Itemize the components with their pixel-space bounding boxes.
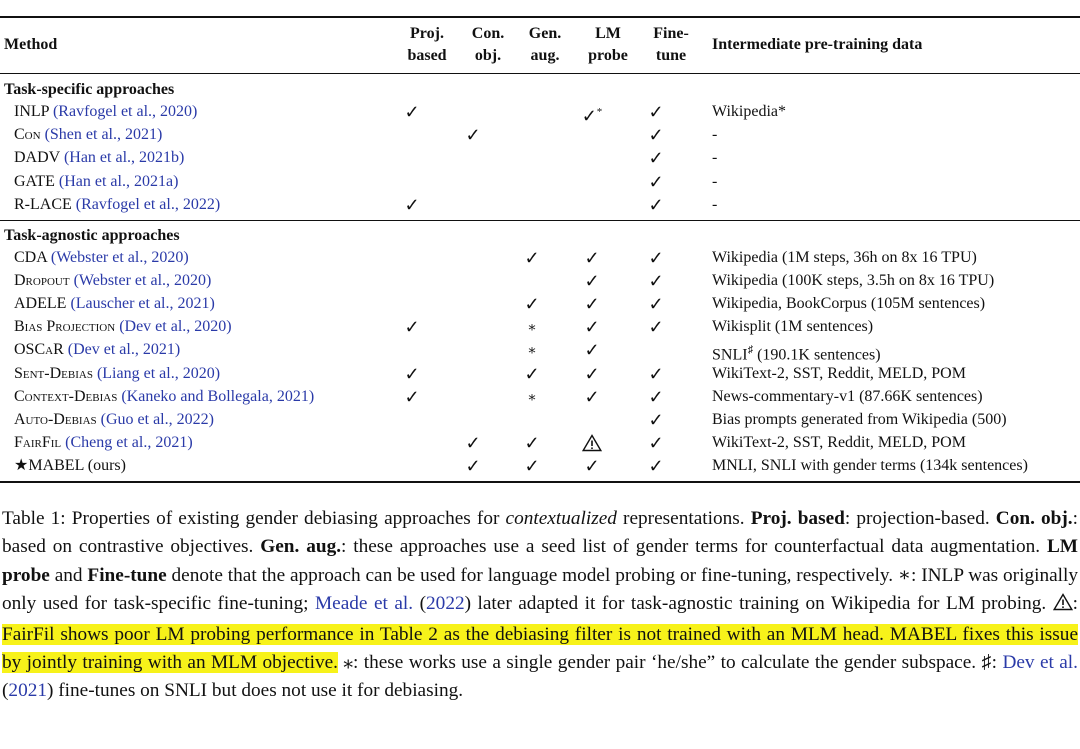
header-lm-probe: LM probe <box>588 25 628 64</box>
caption-text: Table 1: Properties of existing gender debiasing approaches for <box>2 508 506 529</box>
table-row-method <box>14 456 126 476</box>
check-mark: ✓ <box>648 148 664 169</box>
table-row-data: Wikipedia (100K steps, 3.5h on 8x 16 TPU) <box>712 272 995 290</box>
caption-citation-link[interactable]: Dev et al. <box>1002 652 1078 674</box>
caption-text: : <box>1072 593 1079 615</box>
caption-text: ⁎: these works use a single gender pair ‘he/she” to calculate the gender subspace. ♯: <box>337 652 1003 674</box>
method-name: Auto-Debias <box>14 410 97 428</box>
caption-citation-link[interactable]: Meade et al. <box>315 593 414 615</box>
warning-triangle-icon <box>1053 592 1073 620</box>
check-mark: ✓ <box>404 386 420 407</box>
table-row-method <box>14 387 314 407</box>
caption-term: Fine-tune <box>87 564 167 586</box>
table-caption <box>2 505 1078 706</box>
table-row-data: - <box>712 149 718 167</box>
check-mark: ✓ <box>648 248 664 268</box>
method-citation-link[interactable]: (Liang et al., 2020) <box>92 364 221 382</box>
check-mark: ✓ <box>524 363 540 384</box>
caption-text: ( <box>413 593 427 615</box>
method-citation-link[interactable]: (Guo et al., 2022) <box>96 410 214 428</box>
method-name: DADV <box>14 149 60 167</box>
method-citation-link[interactable]: (Han et al., 2021a) <box>54 172 179 190</box>
table-row-method <box>14 148 184 168</box>
table-row-data: Wikipedia (1M steps, 36h on 8x 16 TPU) <box>712 249 977 266</box>
check-mark: ✓ <box>648 194 664 215</box>
table-row-method <box>14 340 180 360</box>
check-mark: ✓ <box>524 432 540 453</box>
table-row-method <box>14 271 211 291</box>
caption-text: denote that the approach can be used for language model probing or fine-tuning, respectively. ∗: INLP was originally only used for task-specific fine-tuning; <box>2 564 1079 615</box>
method-citation-link[interactable]: (Ravfogel et al., 2022) <box>71 195 221 213</box>
check-mark: ✓ <box>584 363 600 384</box>
caption-text: ) fine-tunes on SNLI but does not use it for debiasing. <box>46 680 464 702</box>
method-name: Sent-Debias <box>14 364 93 382</box>
caption-term: LM probe <box>2 536 1078 586</box>
check-mark: ✓ <box>465 455 481 476</box>
table-bottom-rule <box>0 481 1080 483</box>
method-name: Con <box>14 126 41 144</box>
check-mark: ✓ <box>648 409 664 430</box>
caption-highlight: FairFil shows poor LM probing performance in Table 2 as the debiasing filter is not trained with an MLM head. MABEL fixes this issue by jointly training with an MLM objective. <box>2 623 1078 674</box>
asterisk-mark: ⁎ <box>528 319 536 335</box>
caption-term: Gen. aug. <box>260 536 342 558</box>
check-mark: ✓ <box>584 294 600 315</box>
check-mark: ✓ <box>404 363 420 384</box>
check-mark: ✓ <box>584 455 600 476</box>
table-row-method <box>14 294 215 314</box>
check-mark: ✓ <box>524 455 540 476</box>
asterisk-mark: ⁎ <box>528 342 536 358</box>
method-name: ADELE <box>14 295 67 313</box>
method-name: CDA <box>14 249 47 266</box>
method-citation-link[interactable]: (Lauscher et al., 2021) <box>66 295 215 313</box>
check-mark: ✓ <box>648 317 664 338</box>
check-mark: ✓ <box>404 194 420 215</box>
asterisk-mark: ⁎ <box>528 388 536 404</box>
check-mark: ✓ <box>404 317 420 338</box>
caption-text: : these approaches use a seed list of gender terms for counterfactual data augmentation. <box>341 536 1047 558</box>
table-row-data: Bias prompts generated from Wikipedia (500) <box>712 410 1007 428</box>
table-row-method <box>14 317 232 337</box>
method-citation-link[interactable]: (Webster et al., 2020) <box>69 272 212 290</box>
check-mark: ✓ <box>648 171 664 192</box>
caption-text: : based on contrastive objectives. <box>2 508 1078 558</box>
check-mark: ✓ <box>584 340 600 361</box>
method-name: GATE <box>14 172 55 190</box>
method-name: Context-Debias <box>14 387 118 405</box>
table-row-method <box>14 102 197 122</box>
header-method: Method <box>4 36 58 53</box>
section-rule <box>0 220 1080 221</box>
warning-triangle-icon <box>577 434 607 456</box>
method-citation-link[interactable]: (Webster et al., 2020) <box>46 249 189 266</box>
header-con-obj: Con. obj. <box>471 25 505 64</box>
method-name: R-LACE <box>14 195 72 213</box>
table-row-data: Wikisplit (1M sentences) <box>712 318 874 336</box>
table-row-method <box>14 364 220 384</box>
method-name: FairFil <box>14 433 62 451</box>
table-row-method <box>14 433 193 453</box>
method-citation-link[interactable]: (Shen et al., 2021) <box>40 126 163 144</box>
check-mark: ✓ <box>648 102 664 122</box>
caption-text: ) later adapted it for task-agnostic training on Wikipedia for LM probing. <box>464 593 1053 615</box>
check-mark: ✓ <box>465 125 481 146</box>
check-mark: ✓ <box>648 455 664 476</box>
check-mark: ✓ <box>465 432 481 453</box>
header-proj-based: Proj. based <box>407 25 447 64</box>
check-mark: ✓ <box>584 248 600 268</box>
table-row-data: News-commentary-v1 (87.66K sentences) <box>712 387 983 405</box>
caption-text: : projection-based. <box>844 508 996 529</box>
table-row-method <box>14 195 220 215</box>
table-row-data: WikiText-2, SST, Reddit, MELD, POM <box>712 364 966 382</box>
caption-text: and <box>49 564 88 586</box>
table-row-data: SNLI♯ (190.1K sentences) <box>712 344 881 364</box>
check-mark: ✓ <box>648 432 664 453</box>
table-top-rule <box>0 16 1080 18</box>
method-citation-link[interactable]: (Cheng et al., 2021) <box>61 433 193 451</box>
caption-citation-year-link[interactable]: 2021 <box>8 680 47 702</box>
method-name: INLP <box>14 103 49 120</box>
caption-term: Con. obj. <box>995 508 1073 529</box>
method-citation-link[interactable]: (Ravfogel et al., 2020) <box>48 103 198 120</box>
header-rule <box>0 73 1080 74</box>
method-name: Bias Projection <box>14 318 116 336</box>
check-mark: ✓ <box>524 294 540 315</box>
method-name: ★MABEL <box>14 456 84 474</box>
caption-citation-year-link[interactable]: 2022 <box>426 593 465 615</box>
method-name: OSCaR <box>14 341 64 359</box>
header-data: Intermediate pre-training data <box>712 36 923 53</box>
check-mark: ✓ <box>584 386 600 407</box>
caption-text: representations. <box>616 508 751 529</box>
method-citation-link[interactable]: (Dev et al., 2020) <box>115 318 232 336</box>
header-fine-tune: Fine- tune <box>653 25 689 64</box>
caption-term: Proj. based <box>750 508 845 529</box>
table-row-data: Wikipedia, BookCorpus (105M sentences) <box>712 295 986 313</box>
section-task-agnostic: Task-agnostic approaches <box>4 227 180 244</box>
method-name: Dropout <box>14 272 70 290</box>
caption-em: contextualized <box>505 508 617 529</box>
table-row-data: Wikipedia* <box>712 103 786 120</box>
method-citation-link[interactable]: (Kaneko and Bollegala, 2021) <box>117 387 315 405</box>
check-mark: ✓ <box>404 102 420 122</box>
method-citation-link[interactable]: (Han et al., 2021b) <box>59 149 185 167</box>
table-row-method <box>14 248 189 268</box>
check-mark: ✓ <box>648 125 664 146</box>
table-row-method <box>14 125 162 145</box>
table-row-method <box>14 172 178 192</box>
table-row-data: WikiText-2, SST, Reddit, MELD, POM <box>712 433 966 451</box>
check-mark: ✓ <box>648 271 664 292</box>
check-mark: ✓ <box>584 317 600 338</box>
table-row-data: MNLI, SNLI with gender terms (134k sentences) <box>712 456 1028 474</box>
table-row-method <box>14 410 214 430</box>
header-gen-aug: Gen. aug. <box>528 25 562 64</box>
table-row-data: - <box>712 195 718 213</box>
section-task-specific: Task-specific approaches <box>4 81 175 98</box>
method-citation-link: (ours) <box>83 456 126 474</box>
check-mark: ✓ <box>648 294 664 315</box>
table-row-data: - <box>712 126 718 144</box>
table-row-data: - <box>712 172 718 190</box>
method-citation-link[interactable]: (Dev et al., 2021) <box>63 341 181 359</box>
check-mark: ✓ <box>524 248 540 268</box>
check-mark: ✓ <box>648 363 664 384</box>
check-star-mark: ✓* <box>581 106 603 126</box>
check-mark: ✓ <box>648 386 664 407</box>
check-mark: ✓ <box>584 271 600 292</box>
caption-text: ( <box>2 680 9 702</box>
